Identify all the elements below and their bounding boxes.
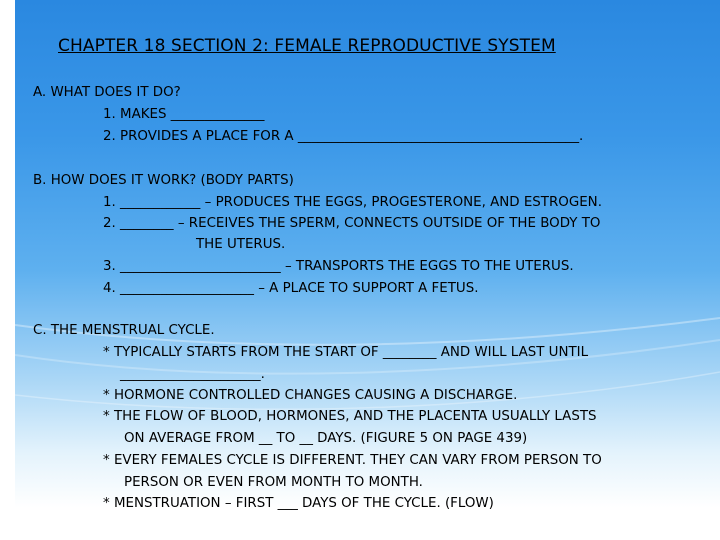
section-c-heading: C. THE MENSTRUAL CYCLE. (33, 323, 215, 338)
section-b-item-2: 2. ________ – RECEIVES THE SPERM, CONNECTS OUTSIDE OF THE BODY TO (103, 216, 601, 231)
section-a-item-2: 2. PROVIDES A PLACE FOR A __________________________________________. (103, 129, 584, 144)
section-c-item-1-cont: _____________________. (120, 367, 265, 382)
section-c-item-5: * MENSTRUATION – FIRST ___ DAYS OF THE CYCLE. (FLOW) (103, 496, 494, 511)
section-c-item-3-cont: ON AVERAGE FROM __ TO __ DAYS. (FIGURE 5 ON PAGE 439) (124, 431, 528, 446)
section-b-heading: B. HOW DOES IT WORK? (BODY PARTS) (33, 173, 294, 188)
section-c-item-2: * HORMONE CONTROLLED CHANGES CAUSING A DISCHARGE. (103, 388, 518, 403)
section-b-item-1: 1. ____________ – PRODUCES THE EGGS, PROGESTERONE, AND ESTROGEN. (103, 195, 602, 210)
section-c-item-1: * TYPICALLY STARTS FROM THE START OF ________ AND WILL LAST UNTIL (103, 345, 589, 360)
section-c-item-3: * THE FLOW OF BLOOD, HORMONES, AND THE PLACENTA USUALLY LASTS (103, 409, 597, 424)
section-b-item-3: 3. ________________________ – TRANSPORTS THE EGGS TO THE UTERUS. (103, 259, 574, 274)
section-a-heading: A. WHAT DOES IT DO? (33, 85, 181, 100)
section-c-item-4: * EVERY FEMALES CYCLE IS DIFFERENT. THEY CAN VARY FROM PERSON TO (103, 453, 602, 468)
section-b-item-2-cont: THE UTERUS. (196, 237, 286, 252)
page-title: CHAPTER 18 SECTION 2: FEMALE REPRODUCTIVE SYSTEM (58, 36, 556, 56)
section-b-item-4: 4. ____________________ – A PLACE TO SUPPORT A FETUS. (103, 281, 479, 296)
section-a-item-1: 1. MAKES ______________ (103, 107, 265, 122)
section-c-item-4-cont: PERSON OR EVEN FROM MONTH TO MONTH. (124, 475, 423, 490)
